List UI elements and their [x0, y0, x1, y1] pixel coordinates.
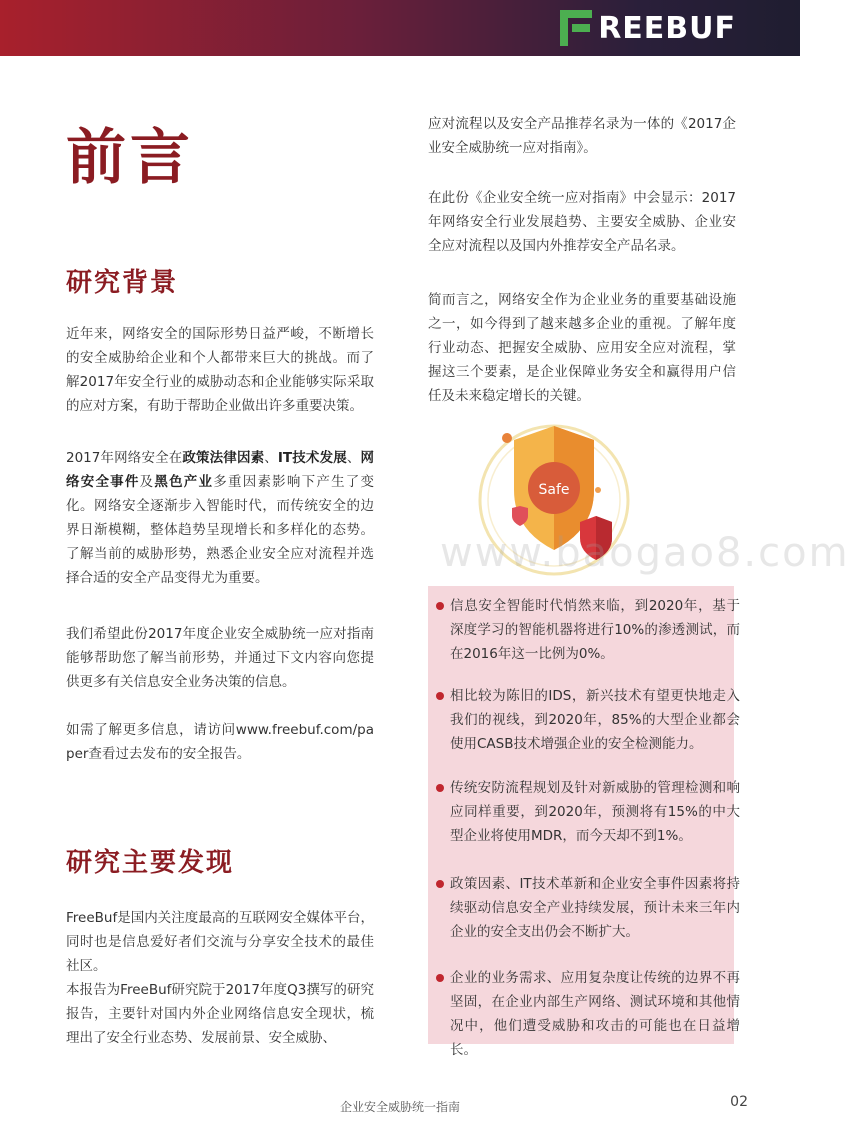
shield-label: Safe	[538, 482, 570, 498]
bold-black-industry: 黑色产业	[154, 474, 214, 490]
section-heading-findings: 研究主要发现	[66, 848, 235, 878]
section-heading-background: 研究背景	[66, 268, 179, 298]
right-paragraph-3: 简而言之，网络安全作为企业业务的重要基础设施之一，如今得到了越来越多企业的重视。了解年度行业动态、把握安全威胁、应用安全应对流程，掌握这三个要素，是企业保障业务安全和赢得用户信任及未来稳定增长的关键。	[428, 292, 736, 404]
right-paragraph-2: 在此份《企业安全统一应对指南》中会显示：2017年网络安全行业发展趋势、主要安全威胁、企业安全应对流程以及国内外推荐安全产品名录。	[428, 190, 736, 254]
page-number: 02	[730, 1094, 748, 1110]
bullet-dot-icon	[436, 602, 444, 610]
background-paragraph-4: 如需了解更多信息，请访问www.freebuf.com/paper查看过去发布的安全报告。	[66, 722, 374, 762]
right-paragraph-1: 应对流程以及安全产品推荐名录为一体的《2017企业安全威胁统一应对指南》。	[428, 116, 736, 156]
key-findings-box	[428, 586, 740, 1058]
bullet-item-3: 传统安防流程规划及针对新威胁的管理检测和响应同样重要，到2020年，预测将有15%的中大型企业将使用MDR，而今天却不到1%。	[436, 776, 740, 848]
bullet-item-4: 政策因素、IT技术革新和企业安全事件因素将持续驱动信息安全产业持续发展，预计未来三年内企业的安全支出仍会不断扩大。	[436, 872, 740, 944]
bullet-dot-icon	[436, 784, 444, 792]
bullet-item-1: 信息安全智能时代悄然来临，到2020年，基于深度学习的智能机器将进行10%的渗透测试，而在2016年这一比例为0%。	[436, 594, 740, 666]
findings-paragraph-2: 本报告为FreeBuf研究院于2017年度Q3撰写的研究报告，主要针对国内外企业网络信息安全现状，梳理出了安全行业态势、发展前景、安全威胁、	[66, 982, 374, 1046]
bold-policy: 政策法律因素	[182, 450, 265, 466]
header-bar	[0, 0, 800, 56]
bullet-dot-icon	[436, 974, 444, 982]
footer-document-title: 企业安全威胁统一指南	[339, 1100, 460, 1114]
findings-paragraph-1: FreeBuf是国内关注度最高的互联网安全媒体平台，同时也是信息爱好者们交流与分享安全技术的最佳社区。	[66, 910, 374, 974]
logo-f-icon	[558, 10, 594, 46]
logo-text: REEBUF	[598, 10, 736, 46]
bullet-item-5: 企业的业务需求、应用复杂度让传统的边界不再坚固，在企业内部生产网络、测试环境和其他情况中，他们遭受威胁和攻击的可能也在日益增长。	[436, 966, 740, 1062]
freebuf-logo	[558, 10, 736, 46]
bullet-dot-icon	[436, 880, 444, 888]
background-paragraph-3: 我们希望此份2017年度企业安全威胁统一应对指南能够帮助您了解当前形势，并通过下文内容向您提供更多有关信息安全业务决策的信息。	[66, 626, 374, 690]
bold-events: 网络安全事件	[66, 450, 375, 490]
background-paragraph-1: 近年来，网络安全的国际形势日益严峻，不断增长的安全威胁给企业和个人都带来巨大的挑战。而了解2017年安全行业的威胁动态和企业能够实际采取的应对方案，有助于帮助企业做出许多重要决策。	[66, 326, 374, 414]
bullet-item-2: 相比较为陈旧的IDS，新兴技术有望更快地走入我们的视线，到2020年，85%的大型企业都会使用CASB技术增强企业的安全检测能力。	[436, 684, 740, 756]
page-title: 前言	[66, 123, 194, 193]
bullet-dot-icon	[436, 692, 444, 700]
bold-it: IT技术发展	[277, 450, 347, 466]
background-paragraph-2: 2017年网络安全在政策法律因素、IT技术发展、网络安全事件及黑色产业多重因素影响下产生了变化。网络安全逐渐步入智能时代，而传统安全的边界日渐模糊，整体趋势呈现增长和多样化的态势。了解当前的威胁形势，熟悉企业安全应对流程并选择合适的安全产品变得尤为重要。	[66, 450, 375, 586]
watermark: www.baogao8.com	[440, 530, 850, 576]
